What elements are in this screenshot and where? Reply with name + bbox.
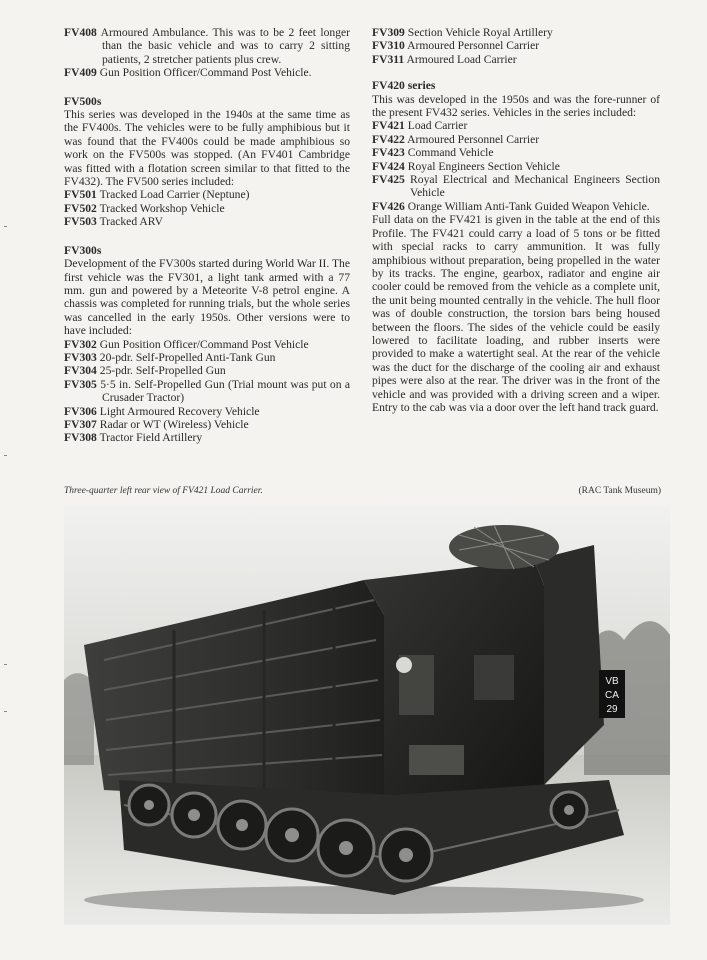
- paragraph-fv421-details: Full data on the FV421 is given in the table at the end of this Profile. The FV421 could carry a load of 5 tons or be fitted with special racks to carry ammunition. It was fully amphibious without preparation, being propelled in the water by its tracks. The engine, gearbox, radiator and engine air cooler could be removed from the vehicle as a complete unit, the unit being mounted centrally in the vehicle. The hull floor was of double construction, the torsion bars being housed between the floors. The sides of the vehicle could be easily lowered to facilitate loading, and rubber inserts were provided to make a watertight seal. At the rear of the vehicle was the duct for the discharge of the cooling air and exhaust pipes were also at the rear. The driver was in the front of the vehicle and was provided with a driving screen and a wiper. Entry to the cab was via a door over the left hand track guard.: [372, 213, 660, 414]
- entry-fv409: FV409 Gun Position Officer/Command Post Vehicle.: [64, 66, 312, 80]
- heading-fv420: FV420 series: [372, 79, 436, 93]
- paragraph-fv500s: This series was developed in the 1940s at the same time as the FV400s. The vehicles were to be fully amphibious but it was found that the FV400s could be made amphibious so work on the FV500s was stopped. (An FV401 Cambridge was fitted with a flotation screen similar to that fitted to the FV432). The FV500 series included:: [64, 108, 350, 189]
- entry-fv306: FV306 Light Armoured Recovery Vehicle: [64, 404, 260, 418]
- entry-fv303: FV303 20-pdr. Self-Propelled Anti-Tank Gun: [64, 350, 276, 364]
- caption-text: Three-quarter left rear view of FV421 Load Carrier.: [64, 486, 263, 496]
- plate-line-3: 29: [606, 704, 618, 715]
- entry-fv304: FV304 25-pdr. Self-Propelled Gun: [64, 364, 226, 378]
- photo-credit: (RAC Tank Museum): [578, 486, 661, 496]
- entry-fv424: FV424 Royal Engineers Section Vehicle: [372, 159, 560, 173]
- heading-fv300s: FV300s: [64, 243, 102, 257]
- margin-mark: [4, 226, 7, 227]
- entry-fv311: FV311 Armoured Load Carrier: [372, 52, 517, 66]
- entry-fv423: FV423 Command Vehicle: [372, 146, 494, 160]
- entry-fv426: FV426 Orange William Anti-Tank Guided Weapon Vehicle.: [372, 199, 650, 213]
- entry-fv308: FV308 Tractor Field Artillery: [64, 431, 203, 445]
- entry-fv425: FV425 Royal Electrical and Mechanical Engineers Section Vehicle: [372, 173, 660, 200]
- left-column: [64, 26, 350, 445]
- entry-fv421: FV421 Load Carrier: [372, 119, 468, 133]
- heading-fv500s: FV500s: [64, 94, 102, 108]
- margin-mark: [4, 711, 7, 712]
- entry-fv305: FV305 5·5 in. Self-Propelled Gun (Trial mount was put on a Crusader Tractor): [64, 377, 351, 405]
- entry-fv502: FV502 Tracked Workshop Vehicle: [64, 201, 225, 215]
- entry-fv422: FV422 Armoured Personnel Carrier: [372, 132, 540, 146]
- right-column: [372, 26, 660, 414]
- plate-line-2: CA: [605, 690, 619, 701]
- paragraph-fv300s: Development of the FV300s started during World War II. The first vehicle was the FV301, a light tank armed with a 77 mm. gun and powered by a Meteorite V-8 petrol engine. A chassis was completed for running trials, but the whole series was cancelled in the early 1950s. Other versions were to have included:: [64, 257, 350, 338]
- plate-line-1: VB: [605, 676, 619, 687]
- paragraph-fv420: This was developed in the 1950s and was the fore-runner of the present FV432 series. Vehicles in the series included:: [372, 92, 660, 120]
- vehicle-photo: [64, 505, 670, 925]
- entry-fv309: FV309 Section Vehicle Royal Artillery: [372, 26, 553, 39]
- entry-fv307: FV307 Radar or WT (Wireless) Vehicle: [64, 417, 249, 431]
- entry-fv310: FV310 Armoured Personnel Carrier: [372, 39, 540, 53]
- photo-caption: [64, 486, 660, 496]
- entry-fv503: FV503 Tracked ARV: [64, 215, 163, 229]
- margin-mark: [4, 664, 7, 665]
- entry-fv501: FV501 Tracked Load Carrier (Neptune): [64, 188, 250, 202]
- entry-fv302: FV302 Gun Position Officer/Command Post Vehicle: [64, 337, 309, 351]
- margin-mark: [4, 455, 7, 456]
- entry-fv408: FV408 Armoured Ambulance. This was to be 2 feet longer than the basic vehicle and was to carry 2 sitting patients, 2 stretcher patients plus crew.: [64, 26, 351, 66]
